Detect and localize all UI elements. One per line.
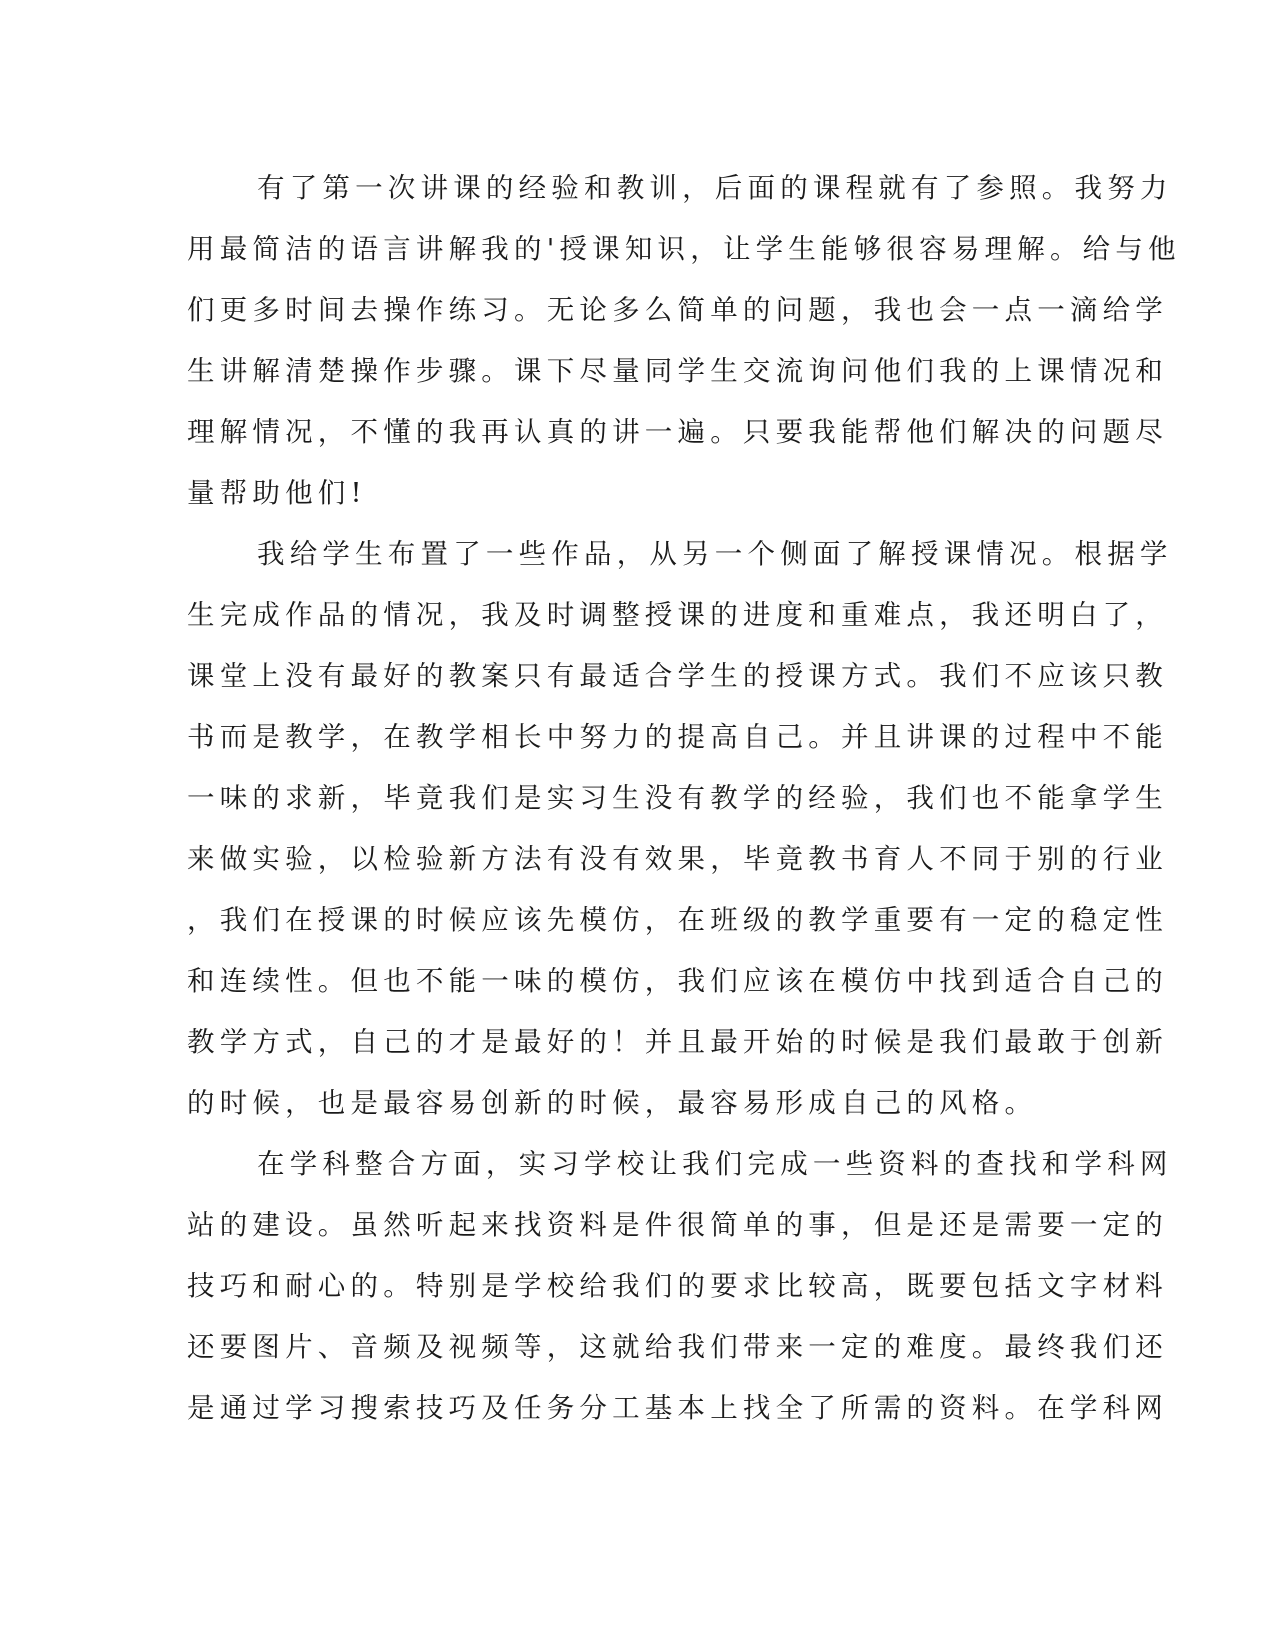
paragraph-1-line-3: 们更多时间去操作练习。无论多么简单的问题，我也会一点一滴给学: [187, 294, 1168, 326]
paragraph-3-line-1: 在学科整合方面，实习学校让我们完成一些资料的查找和学科网: [257, 1148, 1173, 1180]
paragraph-1-line-5: 理解情况，不懂的我再认真的讲一遍。只要我能帮他们解决的问题尽: [187, 416, 1168, 448]
paragraph-3-line-5: 是通过学习搜索技巧及任务分工基本上找全了所需的资料。在学科网: [187, 1392, 1168, 1424]
paragraph-2-line-8: 和连续性。但也不能一味的模仿，我们应该在模仿中找到适合自己的: [187, 965, 1168, 997]
paragraph-1-line-4: 生讲解清楚操作步骤。课下尽量同学生交流询问他们我的上课情况和: [187, 355, 1168, 387]
paragraph-2-line-6: 来做实验，以检验新方法有没有效果，毕竟教书育人不同于别的行业: [187, 843, 1168, 875]
paragraph-1-line-6: 量帮助他们!: [187, 477, 367, 509]
paragraph-2-line-3: 课堂上没有最好的教案只有最适合学生的授课方式。我们不应该只教: [187, 660, 1168, 692]
paragraph-2-line-4: 书而是教学，在教学相长中努力的提高自己。并且讲课的过程中不能: [187, 721, 1168, 753]
paragraph-2-line-1: 我给学生布置了一些作品，从另一个侧面了解授课情况。根据学: [257, 538, 1173, 570]
paragraph-1-line-2: 用最简洁的语言讲解我的'授课知识，让学生能够很容易理解。给与他: [187, 233, 1181, 265]
paragraph-3-line-2: 站的建设。虽然听起来找资料是件很简单的事，但是还是需要一定的: [187, 1209, 1168, 1241]
paragraph-1-line-1: 有了第一次讲课的经验和教训，后面的课程就有了参照。我努力: [257, 172, 1173, 204]
paragraph-3-line-4: 还要图片、音频及视频等，这就给我们带来一定的难度。最终我们还: [187, 1331, 1168, 1363]
document-body: [187, 158, 1181, 1439]
paragraph-2-line-9: 教学方式，自己的才是最好的！并且最开始的时候是我们最敢于创新: [187, 1026, 1168, 1058]
paragraph-2-line-2: 生完成作品的情况，我及时调整授课的进度和重难点，我还明白了，: [187, 599, 1168, 631]
paragraph-2-line-5: 一味的求新，毕竟我们是实习生没有教学的经验，我们也不能拿学生: [187, 782, 1168, 814]
paragraph-2-line-10: 的时候，也是最容易创新的时候，最容易形成自己的风格。: [187, 1087, 1038, 1119]
paragraph-3-line-3: 技巧和耐心的。特别是学校给我们的要求比较高，既要包括文字材料: [187, 1270, 1168, 1302]
paragraph-2-line-7: ，我们在授课的时候应该先模仿，在班级的教学重要有一定的稳定性: [187, 904, 1168, 936]
